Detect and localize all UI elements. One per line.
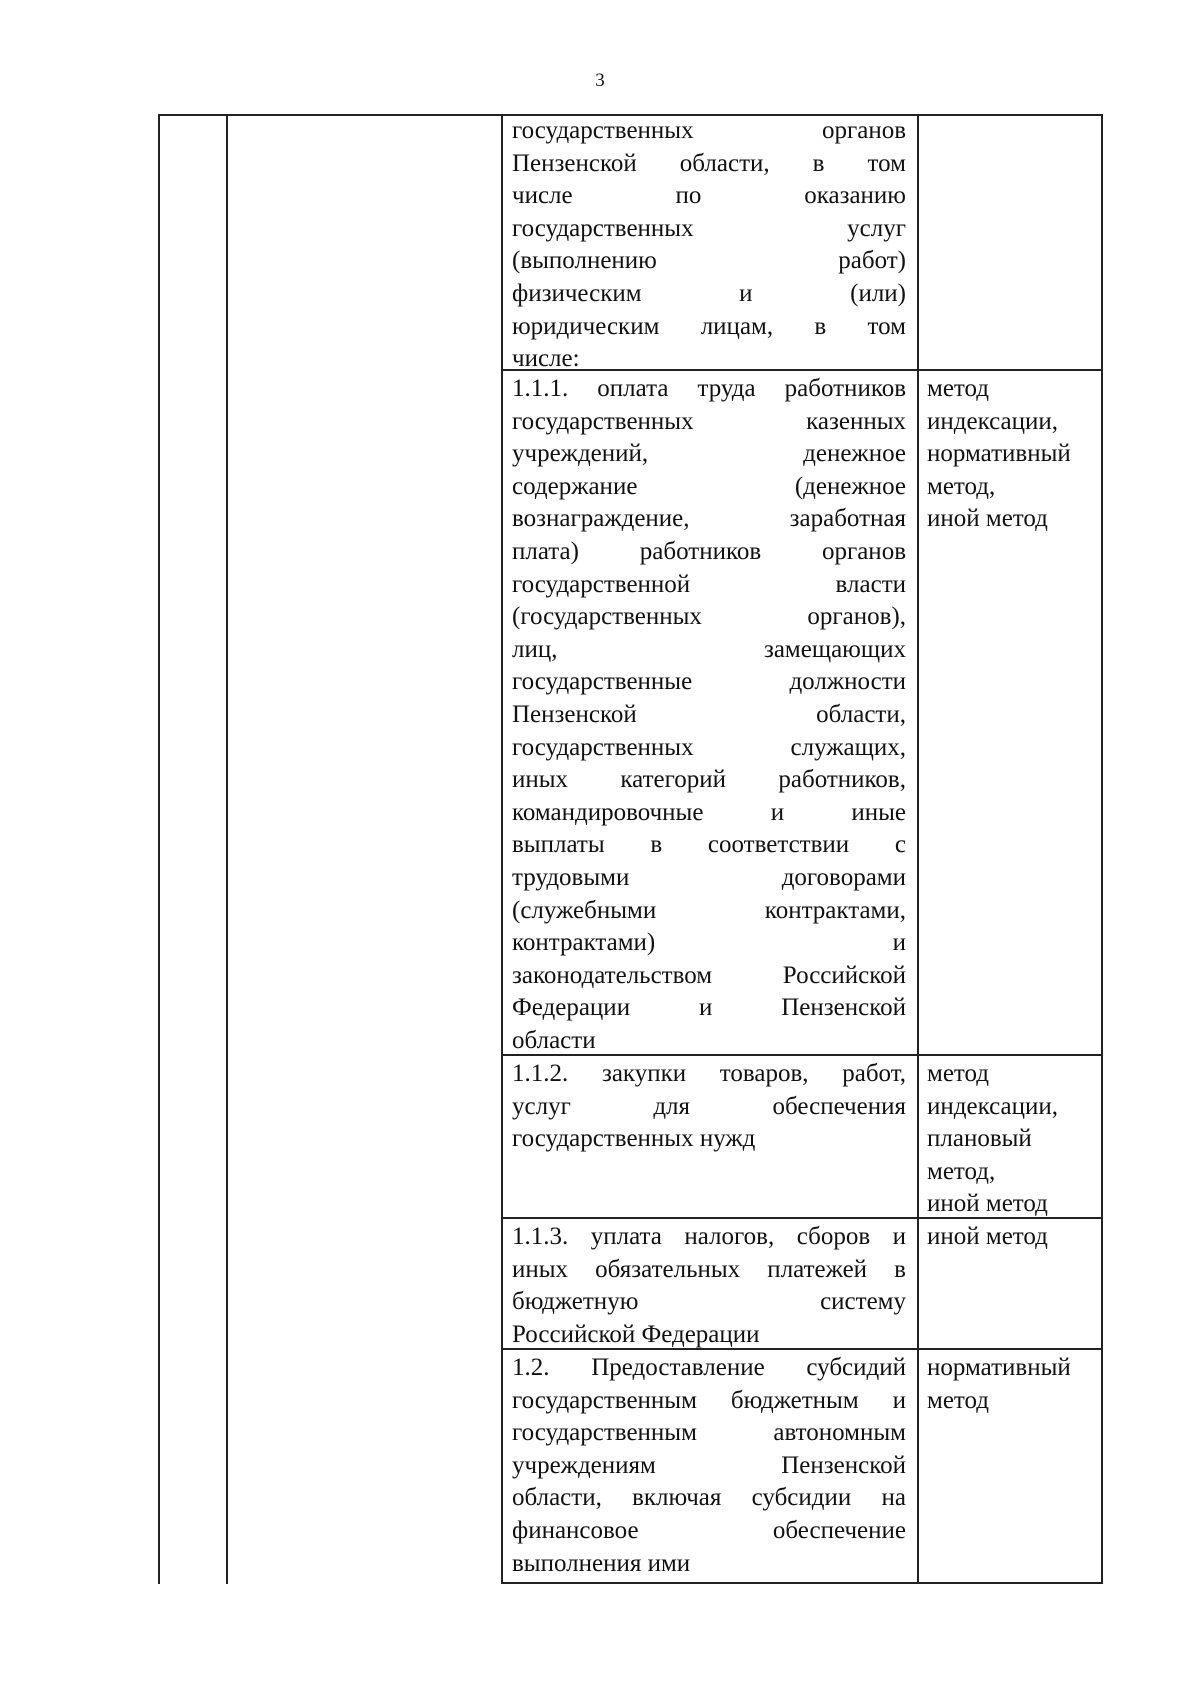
method-line: метод xyxy=(927,375,990,402)
description-line: области, включая субсидии на xyxy=(512,1484,906,1512)
row-2-description xyxy=(512,373,906,1057)
description-line: 1.1.3. уплата налогов, сборов и xyxy=(512,1223,906,1250)
row-5-method xyxy=(927,1352,1099,1417)
description-line: плата) работников органов xyxy=(512,537,906,565)
description-line: лиц, замещающих xyxy=(512,635,906,663)
row-3-method xyxy=(927,1058,1099,1221)
method-line: индексации, xyxy=(927,1092,1058,1120)
method-line: метод, xyxy=(927,472,996,500)
description-line: содержание (денежное xyxy=(512,472,906,500)
description-line: государственным бюджетным и xyxy=(512,1386,906,1414)
method-line: метод xyxy=(927,1386,990,1414)
description-line: (выполнению работ) xyxy=(512,247,906,275)
description-line: числе: xyxy=(512,345,580,373)
row-4-description xyxy=(512,1221,906,1351)
description-line: государственным автономным xyxy=(512,1419,906,1447)
description-line: Федерации и Пензенской xyxy=(512,994,906,1022)
method-line: метод, xyxy=(927,1157,996,1185)
description-line: государственных услуг xyxy=(512,214,906,242)
method-line: индексации, xyxy=(927,407,1058,435)
description-line: физическим и (или) xyxy=(512,279,906,307)
description-line: вознаграждение, заработная xyxy=(512,505,906,533)
description-line: области xyxy=(512,1026,596,1054)
row-3-description xyxy=(512,1058,906,1156)
description-line: государственных казенных xyxy=(512,407,906,435)
table-border-left xyxy=(158,114,160,1584)
description-line: финансовое обеспечение xyxy=(512,1516,906,1544)
table-border-col2 xyxy=(226,114,228,1584)
description-line: 1.1.1. оплата труда работников xyxy=(512,375,906,402)
description-line: (служебными контрактами, xyxy=(512,896,906,924)
table-border-col4 xyxy=(917,114,919,1584)
row-5-description xyxy=(512,1352,906,1580)
description-line: учреждений, денежное xyxy=(512,440,906,468)
method-line: нормативный xyxy=(927,1354,1071,1381)
row-2-method xyxy=(927,373,1099,536)
description-line: Пензенской области, xyxy=(512,700,906,728)
description-line: контрактами) и xyxy=(512,929,906,957)
description-line: услуг для обеспечения xyxy=(512,1092,906,1120)
method-line: иной метод xyxy=(927,505,1048,533)
description-line: командировочные и иные xyxy=(512,798,906,826)
page-number: 3 xyxy=(595,70,605,91)
method-line: метод xyxy=(927,1060,990,1087)
table-border-right xyxy=(1101,114,1103,1584)
description-line: государственных нужд xyxy=(512,1125,756,1153)
description-line: выплаты в соответствии с xyxy=(512,831,906,859)
description-line: бюджетную систему xyxy=(512,1288,906,1316)
description-line: иных обязательных платежей в xyxy=(512,1255,906,1283)
description-line: юридическим лицам, в том xyxy=(512,312,906,340)
description-line: государственных служащих, xyxy=(512,733,906,761)
description-line: (государственных органов), xyxy=(512,603,906,631)
row-4-method xyxy=(927,1221,1099,1254)
description-line: выполнения ими xyxy=(512,1549,691,1577)
method-line: иной метод xyxy=(927,1223,1048,1250)
description-line: учреждениям Пензенской xyxy=(512,1451,906,1479)
description-line: Пензенской области, в том xyxy=(512,149,906,177)
row-1-description xyxy=(512,115,906,376)
description-line: 1.2. Предоставление субсидий xyxy=(512,1354,906,1381)
description-line: иных категорий работников, xyxy=(512,766,906,794)
table-border-col3 xyxy=(501,114,503,1584)
description-line: государственной власти xyxy=(512,570,906,598)
description-line: трудовыми договорами xyxy=(512,863,906,891)
description-line: Российской Федерации xyxy=(512,1320,760,1348)
table-border-bottom xyxy=(501,1582,1103,1584)
method-line: иной метод xyxy=(927,1190,1048,1218)
description-line: числе по оказанию xyxy=(512,182,906,210)
description-line: государственных органов xyxy=(512,117,906,144)
method-line: плановый xyxy=(927,1125,1032,1153)
method-line: нормативный xyxy=(927,440,1071,468)
description-line: законодательством Российской xyxy=(512,961,906,989)
description-line: государственные должности xyxy=(512,668,906,696)
description-line: 1.1.2. закупки товаров, работ, xyxy=(512,1060,906,1087)
